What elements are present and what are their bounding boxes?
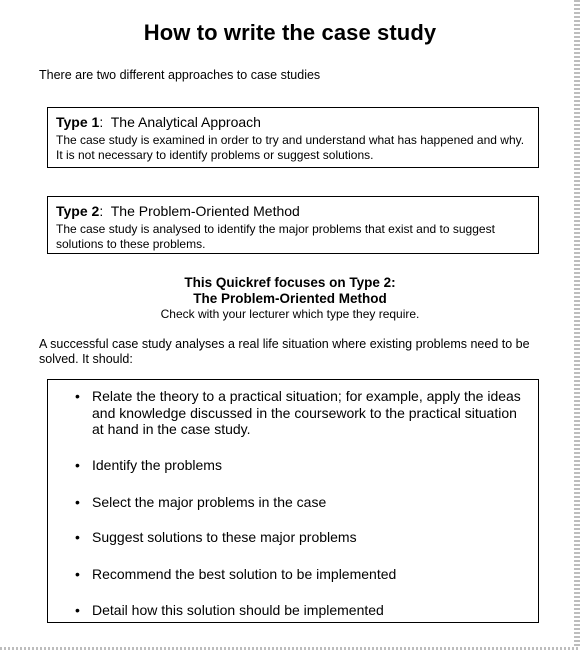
- type1-colon: :: [99, 114, 111, 130]
- bullet-icon: •: [75, 566, 80, 582]
- type2-label: Type 2: [56, 203, 100, 219]
- list-item-text: Suggest solutions to these major problems: [92, 529, 357, 545]
- type2-colon: :: [99, 203, 111, 219]
- list-item-text: [92, 388, 532, 438]
- bullet-icon: •: [75, 457, 80, 473]
- list-item-text: Detail how this solution should be implemented: [92, 602, 384, 618]
- focus-note: Check with your lecturer which type they require.: [160, 307, 420, 321]
- focus-heading: This Quickref focuses on Type 2:: [184, 275, 396, 290]
- list-item-line: at hand in the case study.: [92, 421, 251, 437]
- focus-block: [0, 275, 580, 322]
- list-item-text: Identify the problems: [92, 457, 222, 473]
- list-item-line: and knowledge discussed in the coursework to the practical situation: [92, 404, 517, 421]
- lead-line: A successful case study analyses a real life situation where existing problems need to be: [39, 337, 530, 351]
- type2-name: The Problem-Oriented Method: [110, 203, 300, 219]
- type1-label: Type 1: [56, 114, 100, 130]
- type1-heading: [56, 114, 530, 131]
- type1-desc-line: The case study is examined in order to try and understand what has happened and why.: [56, 133, 525, 147]
- type1-desc-line: It is not necessary to identify problems or suggest solutions.: [56, 148, 374, 162]
- page-title: How to write the case study: [143, 20, 437, 45]
- type2-desc-line: The case study is analysed to identify the major problems that exist and to suggest: [56, 222, 495, 236]
- type1-box: [47, 107, 539, 168]
- list-item-text: Select the major problems in the case: [92, 494, 327, 510]
- type2-box: [47, 196, 539, 254]
- lead-paragraph: [39, 337, 539, 367]
- page-edge-right: [574, 0, 580, 650]
- type2-heading: [56, 203, 530, 220]
- type2-desc-line: solutions to these problems.: [56, 237, 206, 251]
- requirements-box: [47, 379, 539, 623]
- type2-description: [56, 222, 530, 252]
- focus-subheading: The Problem-Oriented Method: [193, 291, 387, 306]
- bullet-icon: •: [75, 494, 80, 510]
- bullet-icon: •: [75, 388, 80, 404]
- bullet-icon: •: [75, 529, 80, 545]
- lead-line: solved. It should:: [39, 352, 133, 366]
- intro-text: There are two different approaches to case studies: [39, 68, 321, 82]
- type1-name: The Analytical Approach: [110, 114, 261, 130]
- list-item-line: Relate the theory to a practical situation; for example, apply the ideas: [92, 388, 521, 404]
- bullet-icon: •: [75, 602, 80, 618]
- list-item-text: Recommend the best solution to be implemented: [92, 566, 397, 582]
- type1-description: [56, 133, 530, 163]
